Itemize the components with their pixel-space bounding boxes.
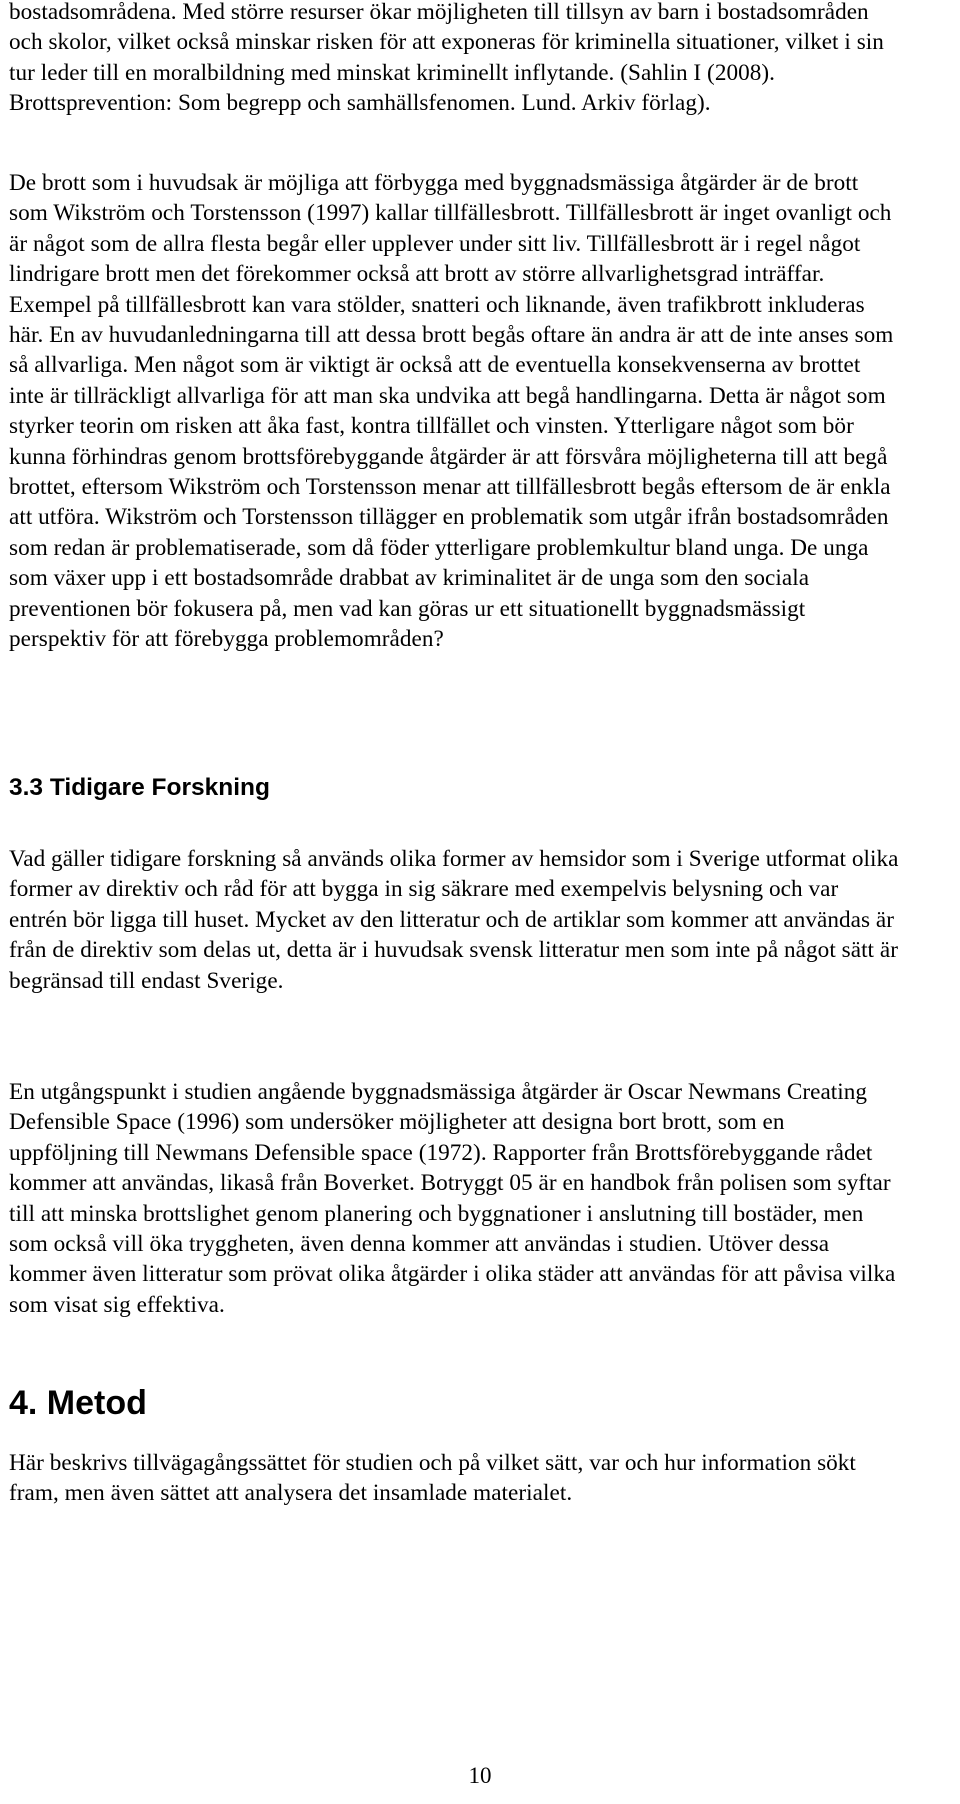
paragraph-tidigare-forskning-2: En utgångspunkt i studien angående byggnadsmässiga åtgärder är Oscar Newmans Creating Defensible Space (1996) som undersöker möjligheter att designa bort brott, som en uppföljning till Newmans Defensible space (1972). Rapporter från Brottsförebyggande rådet kommer att användas, likaså från Boverket. Botryggt 05 är en handbok från polisen som syftar till att minska brottslighet genom planering och byggnationer i anslutning till bostäder, men som också vill öka tryggheten, även denna kommer att användas i studien. Utöver dessa kommer även litteratur som prövat olika åtgärder i olika städer att användas för att påvisa vilka som visat sig effektiva. [9, 1079, 896, 1318]
paragraph-tillfallesbrott: De brott som i huvudsak är möjliga att förbygga med byggnadsmässiga åtgärder är de brott som Wikström och Torstensson (1997) kallar tillfällesbrott. Tillfällesbrott är inget ovanligt och är något som de allra flesta begår eller upplever under sitt liv. Tillfällesbrott är i regel något lindrigare brott men det förekommer också att brott av större allvarlighetsgrad inträffar. Exempel på tillfällesbrott kan vara stölder, snatteri och liknande, även trafikbrott inkluderas här. En av huvudanledningarna till att dessa brott begås oftare än andra är att de inte anses som så allvarliga. Men något som är viktigt är också att de eventuella konsekvenserna av brottet inte är tillräckligt allvarliga för att man ska undvika att begå handlingarna. Detta är något som styrker teorin om risken att åka fast, kontra tillfället och vinsten. Ytterligare något som bör kunna förhindras genom brottsförebyggande åtgärder är att försvåra möjligheterna till att begå brottet, eftersom Wikström och Torstensson menar att tillfällesbrott begås eftersom de är enkla att utföra. Wikström och Torstensson tillägger en problematik som utgår ifrån bostadsområden som redan är problematiserade, som då föder ytterligare problemkultur bland unga. De unga som växer upp i ett bostadsområde drabbat av kriminalitet är de unga som den sociala preventionen bör fokusera på, men vad kan göras ur ett situationellt byggnadsmässigt perspektiv för att förebygga problemområden? [9, 170, 894, 653]
page-number: 10 [468, 1763, 492, 1788]
paragraph-metod: Här beskrivs tillvägagångssättet för studien och på vilket sätt, var och hur information sökt fram, men även sättet att analysera det insamlade materialet. [9, 1450, 856, 1507]
paragraph-intro-continuation: bostadsområdena. Med större resurser ökar möjligheten till tillsyn av barn i bostadsområden och skolor, vilket också minskar risken för att exponeras för kriminella situationer, vilket i sin tur leder till en moralbildning med minskat kriminellt inflytande. (Sahlin I (2008). Brottsprevention: Som begrepp och samhällsfenomen. Lund. Arkiv förlag). [9, 0, 884, 117]
section-heading-metod: 4. Metod [9, 1384, 147, 1422]
paragraph-tidigare-forskning-1: Vad gäller tidigare forskning så används olika former av hemsidor som i Sverige utformat olika former av direktiv och råd för att bygga in sig säkrare med exempelvis belysning och var entrén bör ligga till huset. Mycket av den litteratur och de artiklar som kommer att användas är från de direktiv som delas ut, detta är i huvudsak svensk litteratur men som inte på något sätt är begränsad till endast Sverige. [9, 846, 899, 994]
section-heading-tidigare-forskning: 3.3 Tidigare Forskning [9, 774, 270, 801]
